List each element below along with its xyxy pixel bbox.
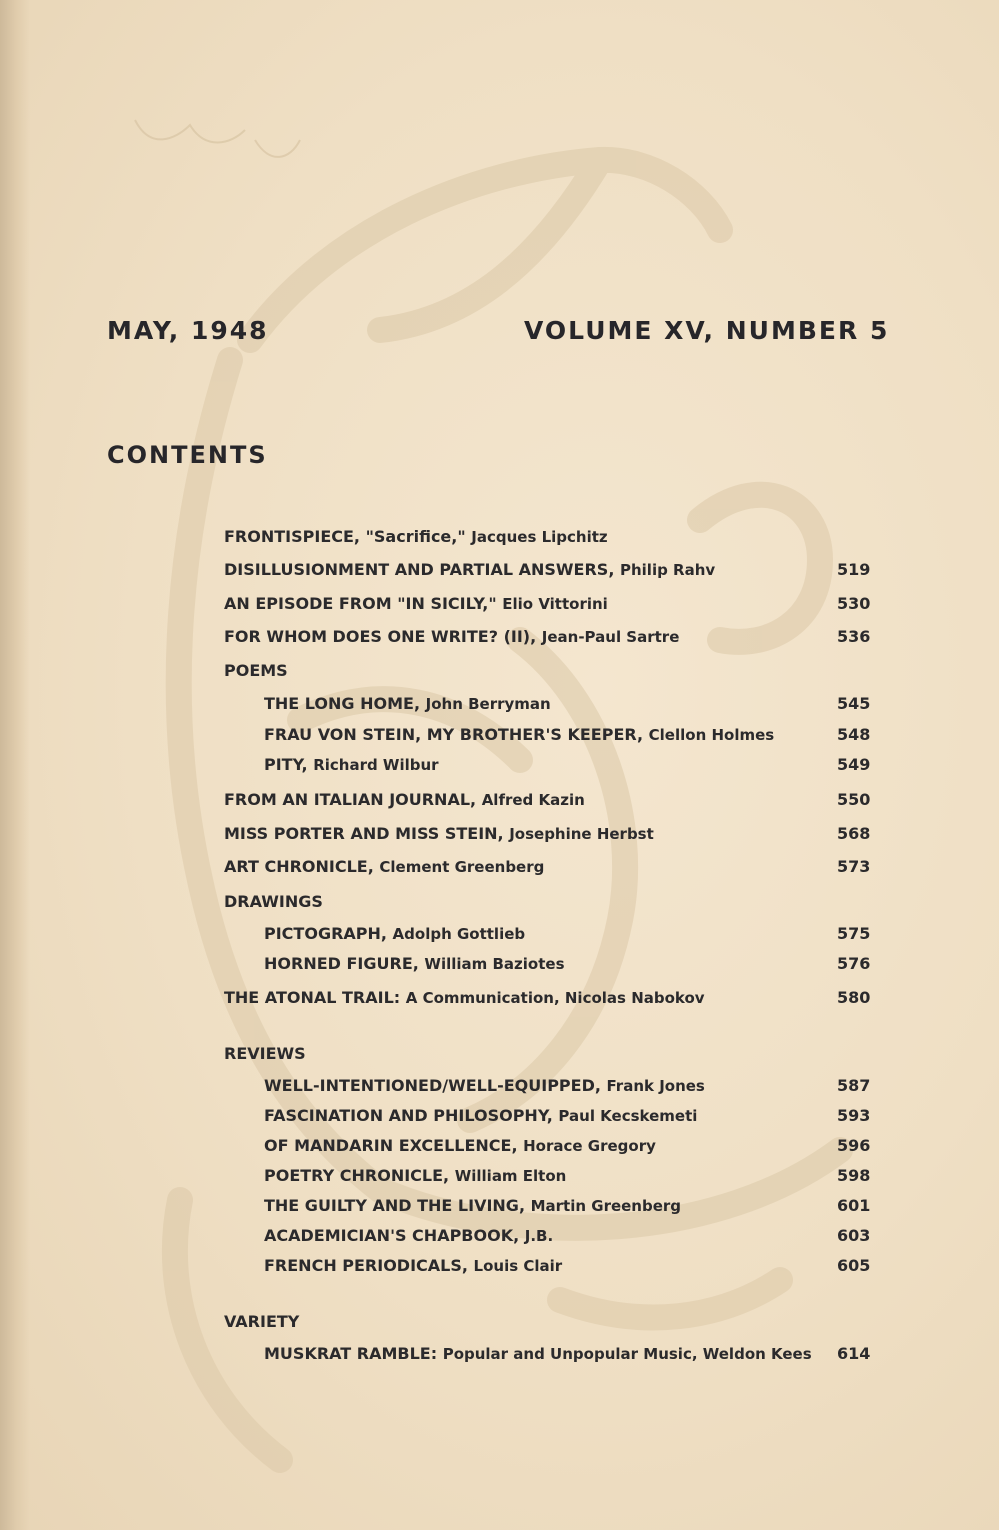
entry-title: MUSKRAT RAMBLE: <box>264 1344 438 1363</box>
entry-author: Clement Greenberg <box>379 858 545 876</box>
entry-title: FOR WHOM DOES ONE WRITE? (II), <box>224 627 537 646</box>
toc-entry[interactable] <box>0 924 999 950</box>
entry-author: William Elton <box>454 1167 567 1185</box>
entry-author: Horace Gregory <box>523 1137 656 1155</box>
entry-title: PITY, <box>264 755 308 774</box>
entry-title: PICTOGRAPH, <box>264 924 387 943</box>
entry-title: MISS PORTER AND MISS STEIN, <box>224 824 504 843</box>
entry-title: FASCINATION AND PHILOSOPHY, <box>264 1106 553 1125</box>
toc-entry[interactable] <box>0 954 999 980</box>
contents-heading: CONTENTS <box>107 441 268 469</box>
entry-page: 568 <box>837 824 871 843</box>
entry-title: ACADEMICIAN'S CHAPBOOK, <box>264 1226 520 1245</box>
toc-entry[interactable] <box>0 824 999 850</box>
entry-title: DISILLUSIONMENT AND PARTIAL ANSWERS, <box>224 560 615 579</box>
toc-entry[interactable] <box>0 627 999 653</box>
entry-page: 598 <box>837 1166 871 1185</box>
toc-entry[interactable] <box>0 1106 999 1132</box>
entry-author: Jean-Paul Sartre <box>541 628 680 646</box>
toc-entry[interactable] <box>0 694 999 720</box>
entry-author: Frank Jones <box>606 1077 705 1095</box>
entry-author: J.B. <box>524 1227 554 1245</box>
entry-author: Richard Wilbur <box>313 756 439 774</box>
entry-title: FRENCH PERIODICALS, <box>264 1256 468 1275</box>
toc-entry[interactable] <box>0 1226 999 1252</box>
toc-entry[interactable] <box>0 988 999 1014</box>
entry-page: 587 <box>837 1076 871 1095</box>
entry-author: Louis Clair <box>473 1257 563 1275</box>
entry-title: FRAU VON STEIN, MY BROTHER'S KEEPER, <box>264 725 644 744</box>
entry-title: THE LONG HOME, <box>264 694 421 713</box>
entry-author: John Berryman <box>425 695 551 713</box>
toc-entry[interactable] <box>0 1256 999 1282</box>
toc-entry[interactable] <box>0 1136 999 1162</box>
issue-date: MAY, 1948 <box>107 316 269 345</box>
toc-entry[interactable] <box>0 755 999 781</box>
entry-author: Philip Rahv <box>619 561 716 579</box>
entry-title: FROM AN ITALIAN JOURNAL, <box>224 790 477 809</box>
entry-author: Josephine Herbst <box>509 825 654 843</box>
toc-entry[interactable] <box>0 1196 999 1222</box>
toc-entry[interactable] <box>0 790 999 816</box>
entry-author: Clellon Holmes <box>648 726 775 744</box>
toc-entry[interactable] <box>0 725 999 751</box>
entry-author: Elio Vittorini <box>502 595 608 613</box>
entry-page: 601 <box>837 1196 871 1215</box>
toc-entry[interactable] <box>0 560 999 586</box>
entry-page: 614 <box>837 1344 871 1363</box>
section-heading-drawings: DRAWINGS <box>224 892 323 911</box>
entry-author: Popular and Unpopular Music, Weldon Kees <box>442 1345 812 1363</box>
section-heading-poems: POEMS <box>224 661 288 680</box>
entry-page: 596 <box>837 1136 871 1155</box>
entry-author: Martin Greenberg <box>530 1197 682 1215</box>
section-heading-variety: VARIETY <box>224 1312 300 1331</box>
entry-page: 550 <box>837 790 871 809</box>
entry-title: WELL-INTENTIONED/WELL-EQUIPPED, <box>264 1076 601 1095</box>
entry-page: 605 <box>837 1256 871 1275</box>
entry-page: 593 <box>837 1106 871 1125</box>
entry-title: AN EPISODE FROM "IN SICILY," <box>224 594 497 613</box>
entry-author: William Baziotes <box>424 955 565 973</box>
entry-author: Paul Kecskemeti <box>558 1107 698 1125</box>
entry-page: 573 <box>837 857 871 876</box>
entry-page: 548 <box>837 725 871 744</box>
toc-entry[interactable] <box>0 857 999 883</box>
entry-author: Alfred Kazin <box>481 791 585 809</box>
entry-title: ART CHRONICLE, <box>224 857 374 876</box>
entry-page: 603 <box>837 1226 871 1245</box>
entry-page: 576 <box>837 954 871 973</box>
volume-number: VOLUME XV, NUMBER 5 <box>524 316 890 345</box>
entry-title: POETRY CHRONICLE, <box>264 1166 450 1185</box>
entry-title: FRONTISPIECE, "Sacrifice," <box>224 527 466 546</box>
toc-entry[interactable] <box>0 527 999 553</box>
toc-entry[interactable] <box>0 1076 999 1102</box>
entry-page: 575 <box>837 924 871 943</box>
entry-author: Adolph Gottlieb <box>392 925 526 943</box>
entry-title: THE GUILTY AND THE LIVING, <box>264 1196 526 1215</box>
entry-author: Jacques Lipchitz <box>471 528 608 546</box>
entry-page: 545 <box>837 694 871 713</box>
toc-entry[interactable] <box>0 1344 999 1370</box>
section-heading-reviews: REVIEWS <box>224 1044 306 1063</box>
entry-title: THE ATONAL TRAIL: <box>224 988 401 1007</box>
toc-entry[interactable] <box>0 1166 999 1192</box>
entry-title: OF MANDARIN EXCELLENCE, <box>264 1136 518 1155</box>
entry-page: 519 <box>837 560 871 579</box>
entry-page: 536 <box>837 627 871 646</box>
entry-page: 580 <box>837 988 871 1007</box>
entry-author: A Communication, Nicolas Nabokov <box>405 989 705 1007</box>
entry-page: 549 <box>837 755 871 774</box>
entry-page: 530 <box>837 594 871 613</box>
entry-title: HORNED FIGURE, <box>264 954 419 973</box>
toc-entry[interactable] <box>0 594 999 620</box>
